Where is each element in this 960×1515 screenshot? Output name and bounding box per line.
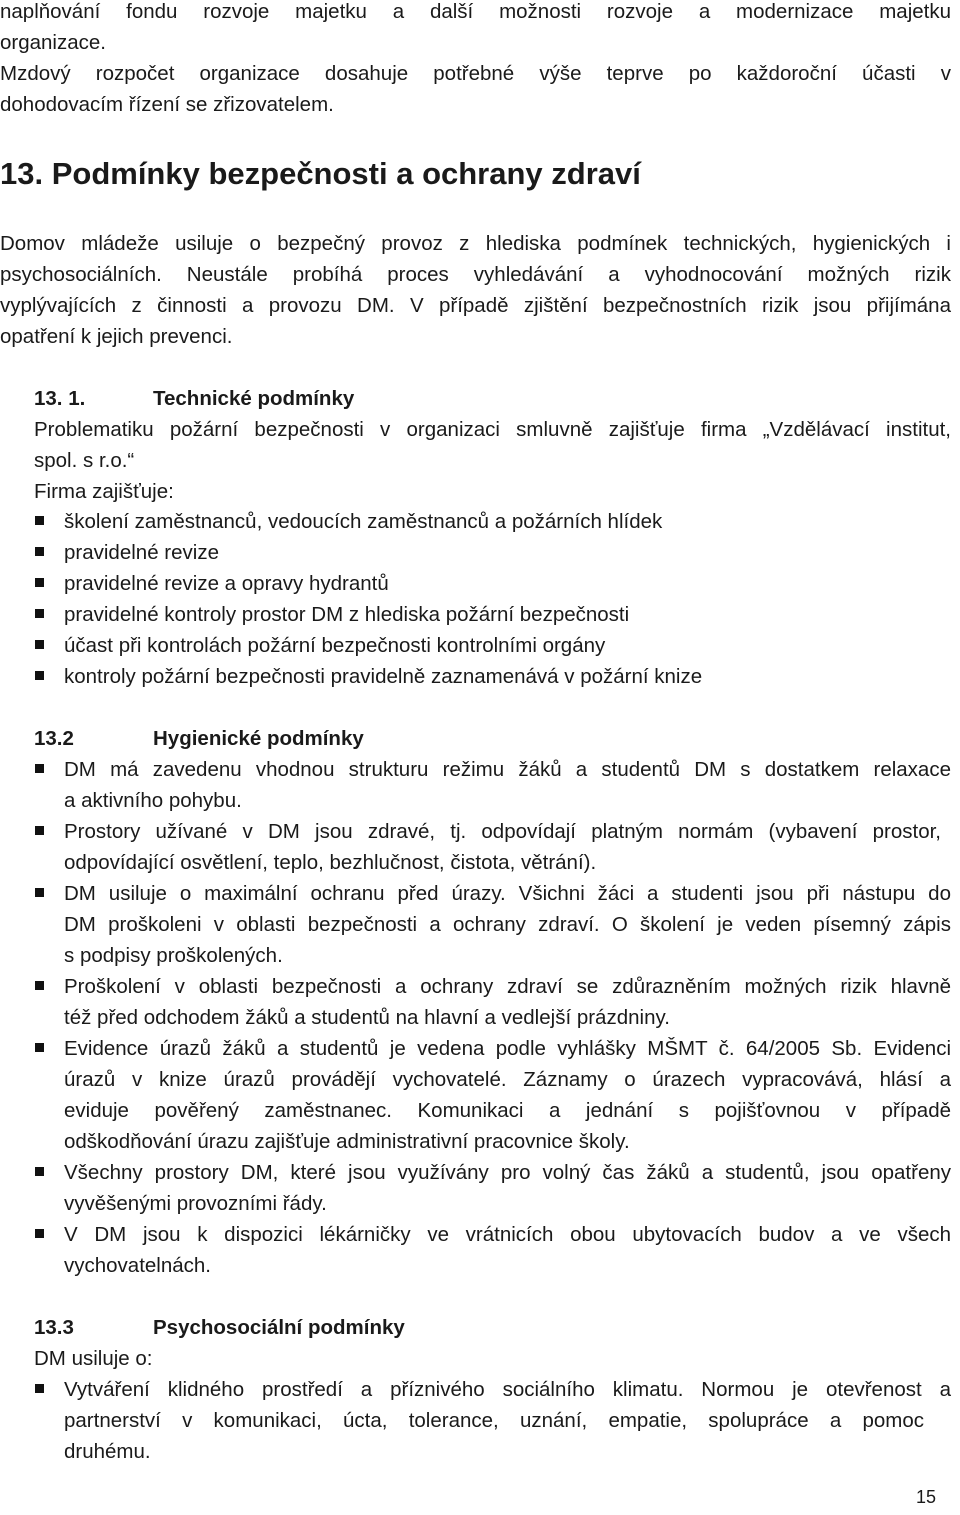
list-item: pravidelné kontroly prostor DM z hlediska požární bezpečnosti xyxy=(64,603,630,626)
list-item-continuation: partnerství v komunikaci, úcta, tolerance, uznání, empatie, spolupráce a pomoc xyxy=(64,1409,924,1432)
list-item: účast při kontrolách požární bezpečnosti kontrolními orgány xyxy=(64,634,606,657)
bullet-square-icon xyxy=(35,981,44,990)
subsection-13-1-para-line-1: Problematiku požární bezpečnosti v organizaci smluvně zajišťuje firma „Vzdělávací institut, xyxy=(34,418,951,441)
bullet-square-icon xyxy=(35,826,44,835)
bullet-square-icon xyxy=(35,609,44,618)
list-item: školení zaměstnanců, vedoucích zaměstnanců a požárních hlídek xyxy=(64,510,663,533)
page-number: 15 xyxy=(915,1487,936,1507)
list-item-continuation: odpovídající osvětlení, teplo, bezhlučnost, čistota, větrání). xyxy=(64,851,597,874)
subsection-13-3-number: 13.3 xyxy=(34,1316,74,1339)
list-item: Vytváření klidného prostředí a příznivého sociálního klimatu. Normou je otevřenost a xyxy=(64,1378,951,1401)
list-item: DM má zavedenu vhodnou strukturu režimu žáků a studentů DM s dostatkem relaxace xyxy=(64,758,951,781)
section-13-para-line-1: Domov mládeže usiluje o bezpečný provoz z hlediska podmínek technických, hygienických i xyxy=(0,232,951,255)
bullet-square-icon xyxy=(35,1167,44,1176)
intro-line-3: Mzdový rozpočet organizace dosahuje potřebné výše teprve po každoroční účasti v xyxy=(0,62,951,85)
list-item-continuation: DM proškoleni v oblasti bezpečnosti a ochrany zdraví. O školení je veden písemný zápis xyxy=(64,913,951,936)
bullet-square-icon xyxy=(35,578,44,587)
list-item: kontroly požární bezpečnosti pravidelně zaznamenává v požární knize xyxy=(64,665,703,688)
list-item-continuation: úrazů v knize úrazů provádějí vychovatelé. Záznamy o úrazech vypracovává, hlásí a xyxy=(64,1068,951,1091)
subsection-13-1-number: 13. 1. xyxy=(34,387,86,410)
intro-line-1: naplňování fondu rozvoje majetku a další možnosti rozvoje a modernizace majetku xyxy=(0,0,951,23)
bullet-square-icon xyxy=(35,640,44,649)
bullet-square-icon xyxy=(35,516,44,525)
list-item-continuation: vyvěšenými provozními řády. xyxy=(64,1192,327,1215)
subsection-13-2-number: 13.2 xyxy=(34,727,74,750)
bullet-square-icon xyxy=(35,1043,44,1052)
list-item: Všechny prostory DM, které jsou využívány pro volný čas žáků a studentů, jsou opatřeny xyxy=(64,1161,951,1184)
bullet-square-icon xyxy=(35,547,44,556)
section-13-heading: 13. Podmínky bezpečnosti a ochrany zdraví xyxy=(0,156,641,191)
section-13-para-line-3: vyplývajících z činnosti a provozu DM. V případě zjištění bezpečnostních rizik jsou přijímána xyxy=(0,294,951,317)
subsection-13-1-para-line-3: Firma zajišťuje: xyxy=(34,480,174,503)
subsection-13-3-title: Psychosociální podmínky xyxy=(153,1316,405,1339)
list-item: Evidence úrazů žáků a studentů je vedena podle vyhlášky MŠMT č. 64/2005 Sb. Evidenci xyxy=(64,1037,951,1060)
list-item-continuation: též před odchodem žáků a studentů na hlavní a vedlejší prázdniny. xyxy=(64,1006,670,1029)
bullet-square-icon xyxy=(35,1229,44,1238)
list-item: Proškolení v oblasti bezpečnosti a ochrany zdraví se zdůrazněním možných rizik hlavně xyxy=(64,975,951,998)
bullet-square-icon xyxy=(35,1384,44,1393)
intro-line-2: organizace. xyxy=(0,31,106,54)
subsection-13-1-para-line-2: spol. s r.o.“ xyxy=(34,449,135,472)
list-item: V DM jsou k dispozici lékárničky ve vrátnicích obou ubytovacích budov a ve všech xyxy=(64,1223,951,1246)
list-item-continuation: s podpisy proškolených. xyxy=(64,944,283,967)
list-item-continuation: a aktivního pohybu. xyxy=(64,789,242,812)
section-13-para-line-2: psychosociálních. Neustále probíhá proces vyhledávání a vyhodnocování možných rizik xyxy=(0,263,951,286)
subsection-13-2-title: Hygienické podmínky xyxy=(153,727,364,750)
subsection-13-3-lead: DM usiluje o: xyxy=(34,1347,153,1370)
list-item-continuation: eviduje pověřený zaměstnanec. Komunikaci a jednání s pojišťovnou v případě xyxy=(64,1099,951,1122)
list-item-continuation: druhému. xyxy=(64,1440,151,1463)
list-item: Prostory užívané v DM jsou zdravé, tj. odpovídají platným normám (vybavení prostor, xyxy=(64,820,941,843)
section-13-para-line-4: opatření k jejich prevenci. xyxy=(0,325,233,348)
list-item-continuation: odškodňování úrazu zajišťuje administrativní pracovnice školy. xyxy=(64,1130,630,1153)
bullet-square-icon xyxy=(35,764,44,773)
bullet-square-icon xyxy=(35,671,44,680)
subsection-13-1-title: Technické podmínky xyxy=(153,387,355,410)
intro-line-4: dohodovacím řízení se zřizovatelem. xyxy=(0,93,334,116)
list-item: pravidelné revize a opravy hydrantů xyxy=(64,572,389,595)
bullet-square-icon xyxy=(35,888,44,897)
list-item: pravidelné revize xyxy=(64,541,219,564)
list-item: DM usiluje o maximální ochranu před úrazy. Všichni žáci a studenti jsou při nástupu do xyxy=(64,882,951,905)
list-item-continuation: vychovatelnách. xyxy=(64,1254,212,1277)
